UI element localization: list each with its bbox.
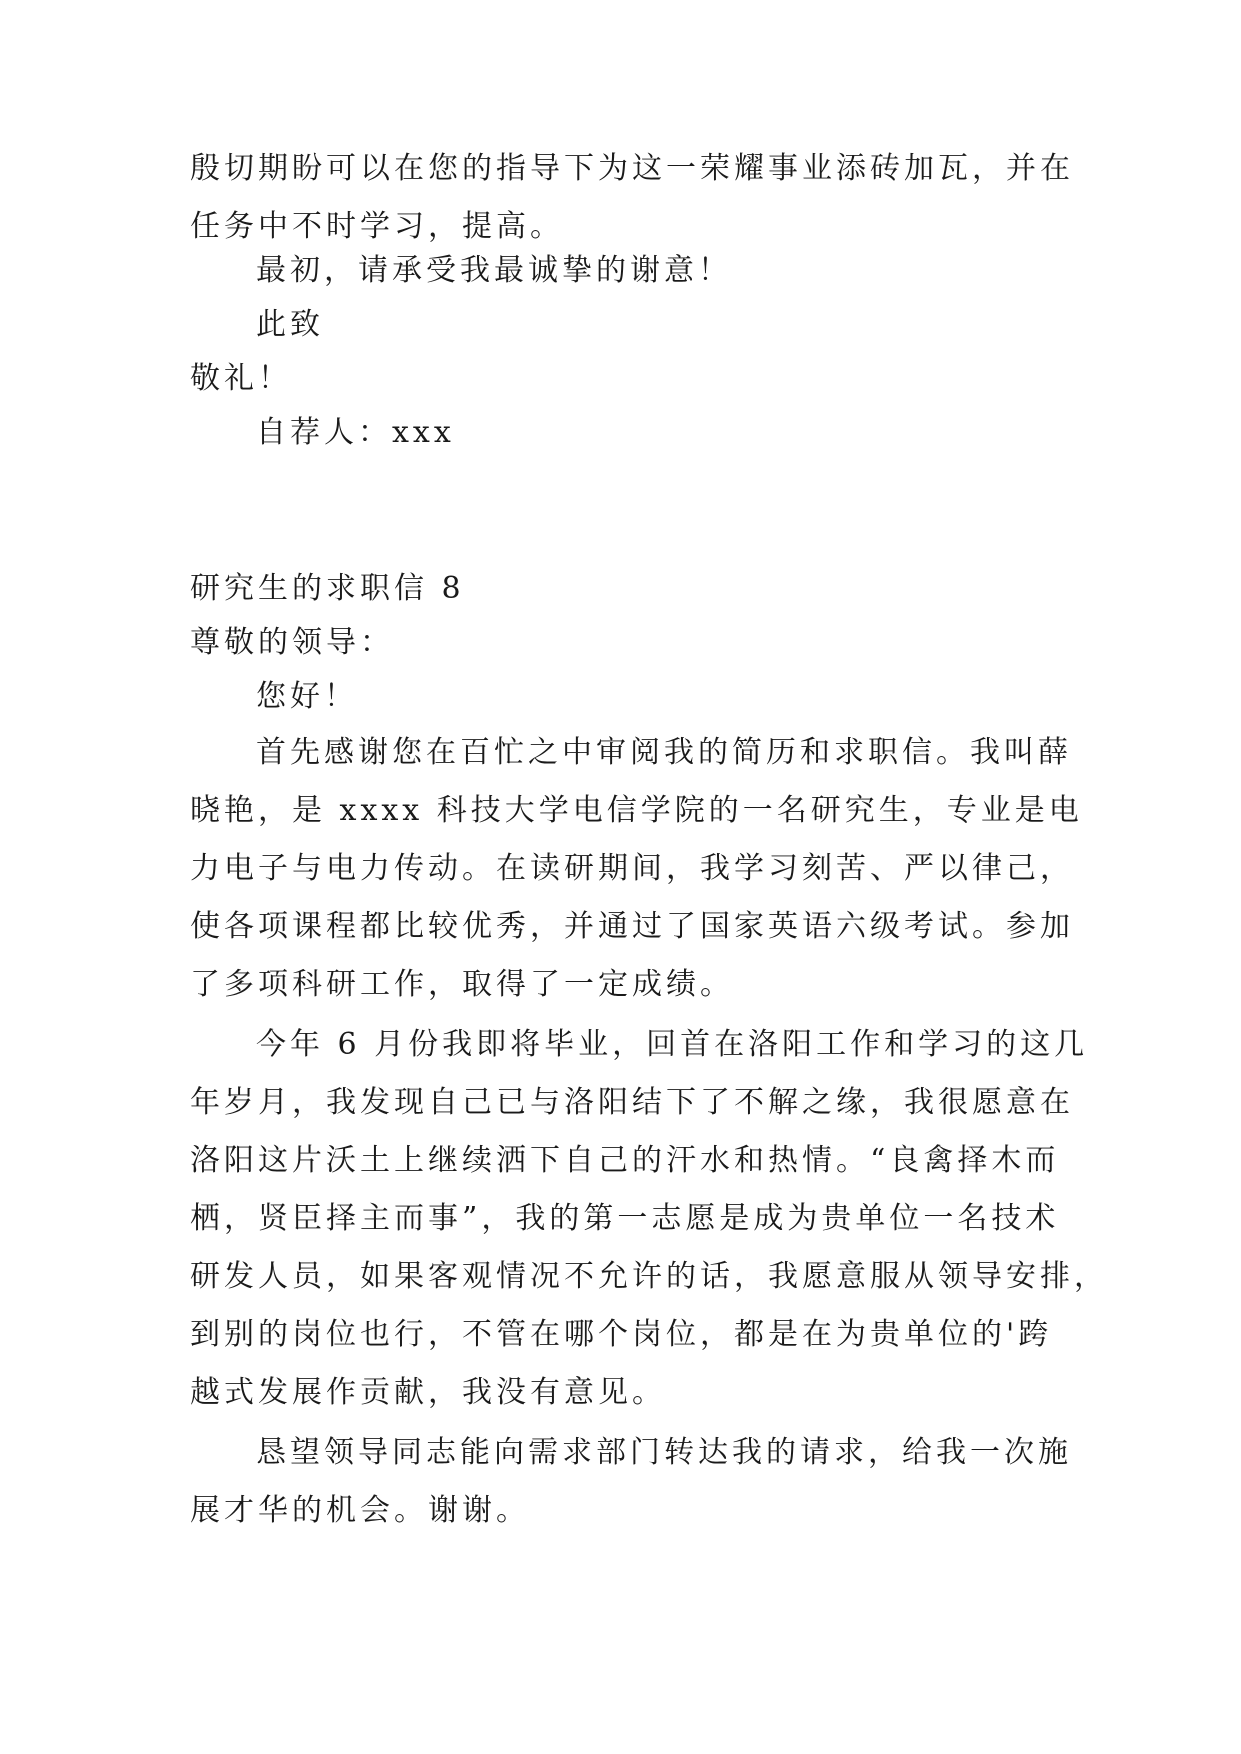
paragraph-line: 使各项课程都比较优秀，并通过了国家英语六级考试。参加 xyxy=(190,909,1074,944)
letter-title: 研究生的求职信 8 xyxy=(190,571,465,606)
paragraph-line: 年岁月，我发现自己已与洛阳结下了不解之缘，我很愿意在 xyxy=(190,1085,1074,1120)
signature: 自荐人：xxx xyxy=(256,415,455,450)
paragraph-line: 栖，贤臣择主而事”，我的第一志愿是成为贵单位一名技术 xyxy=(190,1201,1060,1236)
paragraph-line: 今年 6 月份我即将毕业，回首在洛阳工作和学习的这几 xyxy=(256,1027,1089,1062)
paragraph-line: 了多项科研工作，取得了一定成绩。 xyxy=(190,967,734,1002)
paragraph-line: 晓艳，是 xxxx 科技大学电信学院的一名研究生，专业是电 xyxy=(190,793,1083,828)
closing-thanks: 最初，请承受我最诚挚的谢意！ xyxy=(256,253,732,288)
paragraph-line: 任务中不时学习，提高。 xyxy=(190,209,564,244)
paragraph-line: 力电子与电力传动。在读研期间，我学习刻苦、严以律己， xyxy=(190,851,1074,886)
paragraph-line: 展才华的机会。谢谢。 xyxy=(190,1493,530,1528)
paragraph-1 xyxy=(190,724,1083,1014)
paragraph-line: 越式发展作贡献，我没有意见。 xyxy=(190,1375,666,1410)
paragraph-line: 洛阳这片沃土上继续洒下自己的汗水和热情。“良禽择木而 xyxy=(190,1143,1060,1178)
paragraph-line: 首先感谢您在百忙之中审阅我的简历和求职信。我叫薛 xyxy=(256,735,1072,770)
continuation-paragraph xyxy=(190,140,1074,256)
paragraph-3 xyxy=(190,1424,1072,1540)
paragraph-line: 到别的岗位也行，不管在哪个岗位，都是在为贵单位的'跨 xyxy=(190,1317,1053,1352)
salutation: 尊敬的领导： xyxy=(190,625,394,660)
closing-jingli: 敬礼！ xyxy=(190,361,292,396)
closing-cizhi: 此致 xyxy=(256,307,324,342)
greeting: 您好！ xyxy=(256,679,358,714)
paragraph-2 xyxy=(190,1016,1108,1422)
paragraph-line: 研发人员，如果客观情况不允许的话，我愿意服从领导安排， xyxy=(190,1259,1108,1294)
paragraph-line: 殷切期盼可以在您的指导下为这一荣耀事业添砖加瓦，并在 xyxy=(190,151,1074,186)
paragraph-line: 恳望领导同志能向需求部门转达我的请求，给我一次施 xyxy=(256,1435,1072,1470)
